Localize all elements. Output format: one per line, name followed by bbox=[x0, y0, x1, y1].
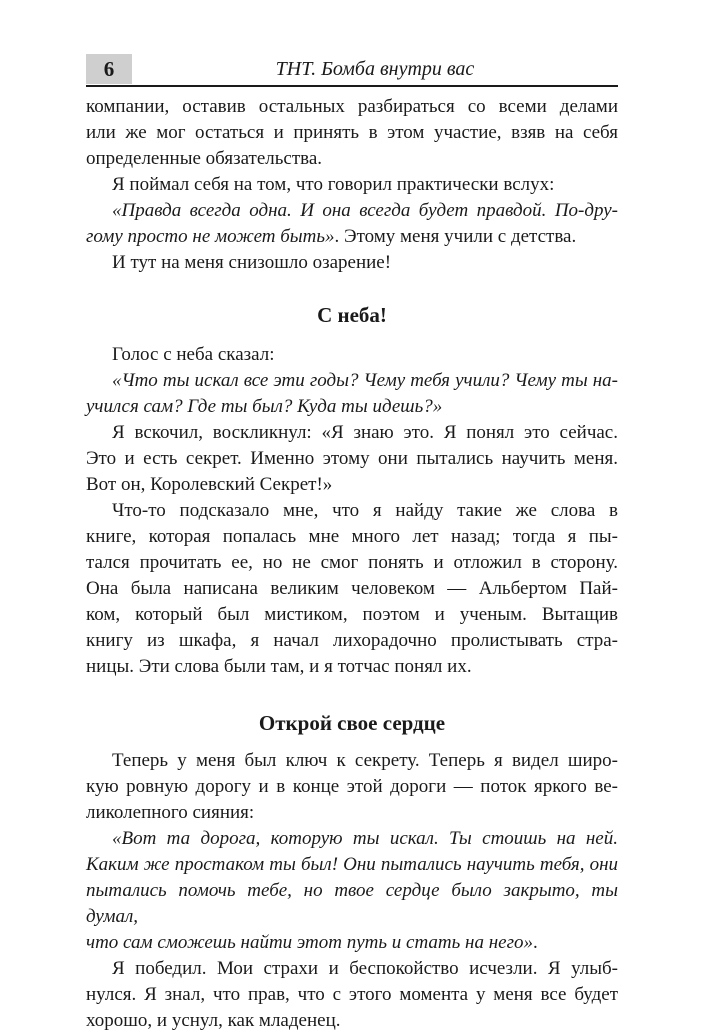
insight-paragraph bbox=[86, 250, 618, 276]
text-line: Я победил. Мои страхи и беспокойство исчезли. Я улыб- bbox=[112, 958, 618, 979]
text-line: учился сам? Где ты был? Куда ты идешь?» bbox=[86, 396, 443, 417]
section-heading-sky: С неба! bbox=[317, 303, 387, 327]
truth-quote-paragraph bbox=[86, 198, 618, 250]
intro-paragraph bbox=[86, 94, 618, 172]
running-title: ТНТ. Бомба внутри вас bbox=[275, 58, 475, 80]
text-line: ликолепного сияния: bbox=[86, 802, 255, 823]
text-line: хорошо, и уснул, как младенец. bbox=[86, 1010, 341, 1031]
text-line: тался прочитать ее, но не смог понять и отложил в сторону. bbox=[86, 552, 618, 573]
caught-paragraph bbox=[86, 172, 618, 198]
truth-quote-end: гому просто не может быть» bbox=[86, 226, 335, 247]
road-quote-rest: . bbox=[533, 932, 538, 953]
text-line: Голос с неба сказал: bbox=[112, 344, 275, 365]
text-line: Вот он, Королевский Секрет!» bbox=[86, 474, 333, 495]
text-line: «Вот та дорога, которую ты искал. Ты стоишь на ней. bbox=[112, 828, 618, 849]
victory-paragraph bbox=[86, 956, 618, 1034]
text-line: Что-то подсказало мне, что я найду такие же слова в bbox=[112, 500, 618, 521]
text-line: Теперь у меня был ключ к секрету. Теперь я видел широ- bbox=[112, 750, 618, 771]
text-line: «Правда всегда одна. И она всегда будет правдой. По-дру- bbox=[112, 200, 618, 221]
text-line: Каким же простаком ты был! Они пытались научить тебя, они bbox=[86, 854, 618, 875]
text-line: книгу из шкафа, я начал лихорадочно пролистывать стра- bbox=[86, 630, 618, 651]
text-line: ком, который был мистиком, поэтом и ученым. Вытащив bbox=[86, 604, 618, 625]
text-line: Это и есть секрет. Именно этому они пытались научить меня. bbox=[86, 448, 618, 469]
text-line bbox=[86, 224, 618, 250]
text-line: ницы. Эти слова были там, и я тотчас понял их. bbox=[86, 656, 472, 677]
road-quote-paragraph bbox=[86, 826, 618, 956]
text-line: «Что ты искал все эти годы? Чему тебя учили? Чему ты на- bbox=[112, 370, 618, 391]
voice-paragraph bbox=[86, 342, 618, 368]
page-header bbox=[86, 48, 618, 86]
text-line: Я поймал себя на том, что говорил практически вслух: bbox=[112, 174, 555, 195]
text-line: И тут на меня снизошло озарение! bbox=[112, 252, 392, 273]
page-number: 6 bbox=[86, 54, 132, 84]
text-line: или же мог остаться и принять в этом участие, взяв на себя bbox=[86, 122, 618, 143]
key-paragraph bbox=[86, 748, 618, 826]
text-line: Я вскочил, воскликнул: «Я знаю это. Я понял это сейчас. bbox=[112, 422, 618, 443]
text-line bbox=[86, 930, 618, 956]
truth-quote-rest: . Этому меня учили с детства. bbox=[334, 226, 577, 247]
book-paragraph bbox=[86, 498, 618, 680]
text-line: кую ровную дорогу и в конце этой дороги — поток яркого ве- bbox=[86, 776, 618, 797]
jumped-paragraph bbox=[86, 420, 618, 498]
text-line: Она была написана великим человеком — Альбертом Пай- bbox=[86, 578, 618, 599]
section-heading-open-heart: Открой свое сердце bbox=[258, 711, 446, 735]
header-rule bbox=[86, 85, 618, 87]
road-quote-end: что сам сможешь найти этот путь и стать на него» bbox=[86, 932, 534, 953]
page-body bbox=[86, 94, 618, 1034]
questions-quote-paragraph bbox=[86, 368, 618, 420]
text-line: определенные обязательства. bbox=[86, 148, 323, 169]
text-line: компании, оставив остальных разбираться со всеми делами bbox=[86, 96, 618, 117]
text-line: нулся. Я знал, что прав, что с этого момента у меня все будет bbox=[86, 984, 618, 1005]
text-line: книге, которая попалась мне много лет назад; тогда я пы- bbox=[86, 526, 618, 547]
text-line: пытались помочь тебе, но твое сердце было закрыто, ты думал, bbox=[86, 880, 618, 927]
